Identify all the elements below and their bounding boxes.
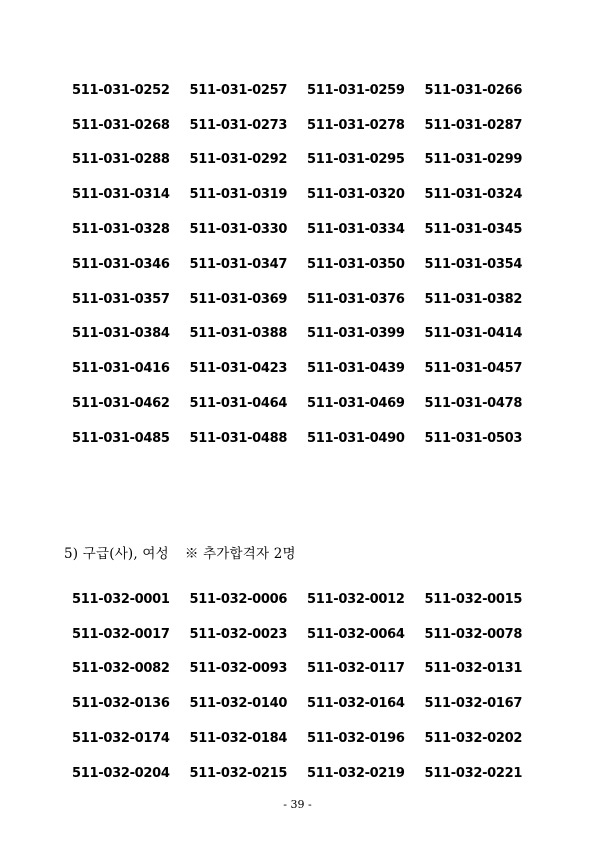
applicant-number-list-032 — [72, 582, 542, 791]
applicant-number: 511-031-0266 — [424, 82, 523, 98]
page-number: - 39 - — [283, 798, 312, 811]
section-heading — [64, 542, 296, 562]
applicant-number: 511-032-0117 — [307, 661, 405, 677]
applicant-number: 511-031-0257 — [189, 82, 288, 98]
applicant-number: 511-032-0015 — [424, 591, 523, 607]
applicant-number: 511-031-0357 — [72, 291, 170, 307]
applicant-number: 511-031-0350 — [307, 256, 405, 272]
applicant-number: 511-031-0416 — [72, 361, 170, 377]
applicant-number: 511-031-0376 — [307, 291, 405, 307]
applicant-number: 511-032-0017 — [72, 626, 170, 642]
applicant-number: 511-032-0093 — [189, 661, 288, 677]
applicant-number: 511-031-0478 — [424, 396, 523, 412]
number-row — [72, 351, 542, 386]
applicant-number-list-031 — [72, 73, 542, 456]
applicant-number: 511-031-0414 — [424, 326, 523, 342]
number-row — [72, 582, 542, 617]
applicant-number: 511-031-0324 — [424, 187, 523, 203]
applicant-number: 511-032-0167 — [424, 696, 523, 712]
applicant-number: 511-031-0485 — [72, 430, 170, 446]
applicant-number: 511-031-0490 — [307, 430, 405, 446]
applicant-number: 511-031-0462 — [72, 396, 170, 412]
applicant-number: 511-031-0388 — [189, 326, 288, 342]
applicant-number: 511-032-0140 — [189, 696, 288, 712]
applicant-number: 511-032-0131 — [424, 661, 523, 677]
applicant-number: 511-032-0001 — [72, 591, 170, 607]
applicant-number: 511-032-0006 — [189, 591, 288, 607]
number-row — [72, 652, 542, 687]
applicant-number: 511-031-0295 — [307, 152, 405, 168]
number-row — [72, 756, 542, 791]
applicant-number: 511-032-0064 — [307, 626, 405, 642]
applicant-number: 511-032-0082 — [72, 661, 170, 677]
applicant-number: 511-032-0215 — [189, 765, 288, 781]
applicant-number: 511-031-0330 — [189, 222, 288, 238]
applicant-number: 511-031-0347 — [189, 256, 288, 272]
applicant-number: 511-031-0328 — [72, 222, 170, 238]
applicant-number: 511-032-0136 — [72, 696, 170, 712]
applicant-number: 511-031-0354 — [424, 256, 523, 272]
section-title: 5) 구급(사), 여성 — [64, 546, 169, 562]
applicant-number: 511-031-0334 — [307, 222, 405, 238]
applicant-number: 511-032-0219 — [307, 765, 405, 781]
additional-passers-note: ※ 추가합격자 2명 — [184, 546, 296, 562]
applicant-number: 511-031-0469 — [307, 396, 405, 412]
applicant-number: 511-032-0164 — [307, 696, 405, 712]
applicant-number: 511-032-0184 — [189, 731, 288, 747]
applicant-number: 511-031-0488 — [189, 430, 288, 446]
number-row — [72, 108, 542, 143]
applicant-number: 511-032-0012 — [307, 591, 405, 607]
applicant-number: 511-031-0345 — [424, 222, 523, 238]
number-row — [72, 421, 542, 456]
applicant-number: 511-031-0314 — [72, 187, 170, 203]
applicant-number: 511-031-0287 — [424, 117, 523, 133]
number-row — [72, 177, 542, 212]
applicant-number: 511-031-0464 — [189, 396, 288, 412]
applicant-number: 511-031-0319 — [189, 187, 288, 203]
applicant-number: 511-032-0078 — [424, 626, 523, 642]
number-row — [72, 282, 542, 317]
applicant-number: 511-032-0023 — [189, 626, 288, 642]
applicant-number: 511-031-0369 — [189, 291, 288, 307]
applicant-number: 511-031-0399 — [307, 326, 405, 342]
number-row — [72, 386, 542, 421]
applicant-number: 511-032-0202 — [424, 731, 523, 747]
applicant-number: 511-031-0503 — [424, 430, 523, 446]
number-row — [72, 617, 542, 652]
applicant-number: 511-032-0204 — [72, 765, 170, 781]
applicant-number: 511-032-0174 — [72, 731, 170, 747]
applicant-number: 511-031-0268 — [72, 117, 170, 133]
applicant-number: 511-031-0273 — [189, 117, 288, 133]
applicant-number: 511-031-0382 — [424, 291, 523, 307]
applicant-number: 511-032-0221 — [424, 765, 523, 781]
number-row — [72, 73, 542, 108]
number-row — [72, 686, 542, 721]
applicant-number: 511-032-0196 — [307, 731, 405, 747]
number-row — [72, 247, 542, 282]
applicant-number: 511-031-0299 — [424, 152, 523, 168]
applicant-number: 511-031-0346 — [72, 256, 170, 272]
applicant-number: 511-031-0320 — [307, 187, 405, 203]
applicant-number: 511-031-0278 — [307, 117, 405, 133]
applicant-number: 511-031-0292 — [189, 152, 288, 168]
applicant-number: 511-031-0252 — [72, 82, 170, 98]
applicant-number: 511-031-0259 — [307, 82, 405, 98]
applicant-number: 511-031-0288 — [72, 152, 170, 168]
applicant-number: 511-031-0384 — [72, 326, 170, 342]
number-row — [72, 317, 542, 352]
applicant-number: 511-031-0439 — [307, 361, 405, 377]
number-row — [72, 143, 542, 178]
applicant-number: 511-031-0457 — [424, 361, 523, 377]
number-row — [72, 721, 542, 756]
applicant-number: 511-031-0423 — [189, 361, 288, 377]
number-row — [72, 212, 542, 247]
